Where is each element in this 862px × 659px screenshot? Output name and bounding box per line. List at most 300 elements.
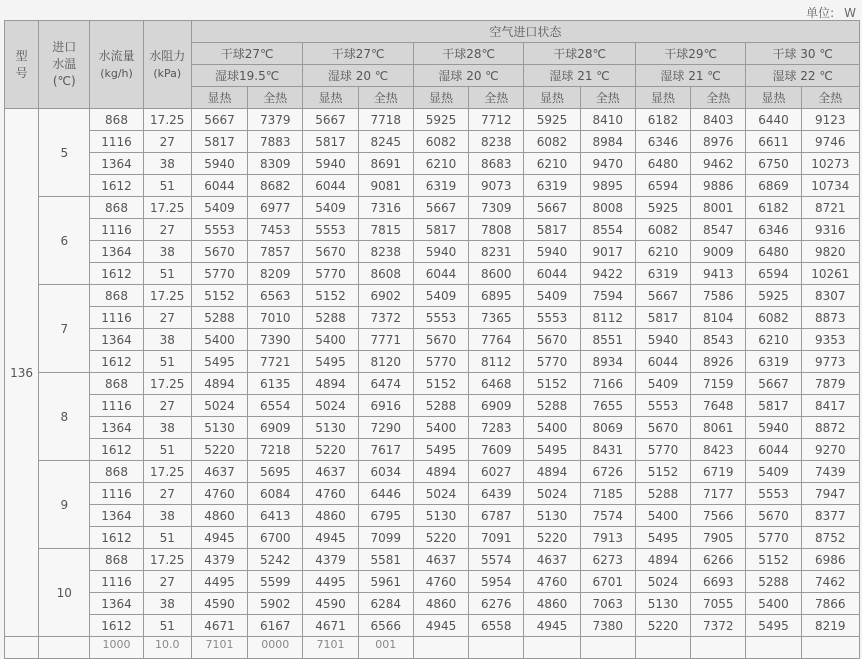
- sensible-heat-cell: 5770: [524, 351, 580, 373]
- total-heat-cell: 9422: [580, 263, 635, 285]
- table-row: [5, 241, 860, 263]
- header-total-heat: 全热: [691, 87, 746, 109]
- total-heat-cell: 8104: [691, 307, 746, 329]
- header-wet-bulb: 湿球 21 ℃: [524, 65, 636, 87]
- sensible-heat-cell: 6044: [191, 175, 247, 197]
- table-row: [5, 395, 860, 417]
- sensible-heat-cell: 5288: [191, 307, 247, 329]
- sensible-heat-cell: 6346: [635, 131, 690, 153]
- sensible-heat-cell: 5670: [413, 329, 468, 351]
- total-heat-cell: 5581: [358, 549, 413, 571]
- total-heat-cell: 9353: [801, 329, 859, 351]
- sensible-heat-cell: 5409: [303, 197, 358, 219]
- sensible-heat-cell: 5152: [746, 549, 801, 571]
- sensible-heat-cell: 4894: [524, 461, 580, 483]
- table-row: [5, 285, 860, 307]
- header-sensible-heat: 显热: [191, 87, 247, 109]
- sensible-heat-cell: 5495: [524, 439, 580, 461]
- total-heat-cell: 7594: [580, 285, 635, 307]
- header-wet-bulb: 湿球19.5℃: [191, 65, 303, 87]
- sensible-heat-cell: 5220: [191, 439, 247, 461]
- sensible-heat-cell: 5130: [413, 505, 468, 527]
- total-heat-cell: 7283: [469, 417, 524, 439]
- table-row: [5, 373, 860, 395]
- total-heat-cell: 6700: [248, 527, 303, 549]
- total-heat-cell: 7365: [469, 307, 524, 329]
- sensible-heat-cell: 4760: [413, 571, 468, 593]
- water-flow-cell: 1364: [90, 593, 143, 615]
- table-row: [5, 439, 860, 461]
- table-row: [5, 571, 860, 593]
- unit-caption: 单位:: [806, 6, 835, 20]
- sensible-heat-cell: 6082: [635, 219, 690, 241]
- sensible-heat-cell: 5670: [635, 417, 690, 439]
- sensible-heat-cell: 5667: [303, 109, 358, 131]
- sensible-heat-cell: 5940: [191, 153, 247, 175]
- sensible-heat-cell: 5925: [746, 285, 801, 307]
- sensible-heat-cell: 6182: [746, 197, 801, 219]
- total-heat-cell: 7566: [691, 505, 746, 527]
- total-heat-cell: 7913: [580, 527, 635, 549]
- total-heat-cell: 9073: [469, 175, 524, 197]
- sensible-heat-cell: [413, 637, 468, 659]
- sensible-heat-cell: 5288: [635, 483, 690, 505]
- sensible-heat-cell: 5925: [413, 109, 468, 131]
- sensible-heat-cell: 5400: [191, 329, 247, 351]
- sensible-heat-cell: 6319: [746, 351, 801, 373]
- water-flow-cell: 868: [90, 109, 143, 131]
- water-resistance-cell: 17.25: [143, 285, 191, 307]
- sensible-heat-cell: 6044: [303, 175, 358, 197]
- water-resistance-cell: 10.0: [143, 637, 191, 659]
- sensible-heat-cell: 5220: [303, 439, 358, 461]
- header-sensible-heat: 显热: [303, 87, 358, 109]
- table-row: [5, 175, 860, 197]
- total-heat-cell: 7574: [580, 505, 635, 527]
- table-row: [5, 329, 860, 351]
- total-heat-cell: 8307: [801, 285, 859, 307]
- sensible-heat-cell: 4860: [413, 593, 468, 615]
- total-heat-cell: 8691: [358, 153, 413, 175]
- total-heat-cell: 9746: [801, 131, 859, 153]
- total-heat-cell: 6566: [358, 615, 413, 637]
- table-row: [5, 527, 860, 549]
- total-heat-cell: 6439: [469, 483, 524, 505]
- total-heat-cell: 6266: [691, 549, 746, 571]
- total-heat-cell: 8410: [580, 109, 635, 131]
- sensible-heat-cell: 5288: [524, 395, 580, 417]
- sensible-heat-cell: 6319: [413, 175, 468, 197]
- sensible-heat-cell: 6210: [524, 153, 580, 175]
- sensible-heat-cell: 5409: [746, 461, 801, 483]
- total-heat-cell: 8926: [691, 351, 746, 373]
- sensible-heat-cell: 6210: [746, 329, 801, 351]
- sensible-heat-cell: 5817: [524, 219, 580, 241]
- sensible-heat-cell: 5553: [635, 395, 690, 417]
- total-heat-cell: 7453: [248, 219, 303, 241]
- water-flow-cell: 1364: [90, 329, 143, 351]
- total-heat-cell: 7316: [358, 197, 413, 219]
- total-heat-cell: 6034: [358, 461, 413, 483]
- sensible-heat-cell: [746, 637, 801, 659]
- sensible-heat-cell: 6210: [635, 241, 690, 263]
- total-heat-cell: 8683: [469, 153, 524, 175]
- table-row: [5, 593, 860, 615]
- sensible-heat-cell: 5409: [635, 373, 690, 395]
- total-heat-cell: 8231: [469, 241, 524, 263]
- unit-value: W: [844, 6, 856, 20]
- sensible-heat-cell: 6044: [746, 439, 801, 461]
- sensible-heat-cell: 5940: [746, 417, 801, 439]
- sensible-heat-cell: 4637: [413, 549, 468, 571]
- water-flow-cell: 1612: [90, 351, 143, 373]
- sensible-heat-cell: 5024: [413, 483, 468, 505]
- water-flow-cell: 1116: [90, 571, 143, 593]
- total-heat-cell: 10273: [801, 153, 859, 175]
- total-heat-cell: 7380: [580, 615, 635, 637]
- sensible-heat-cell: 5667: [191, 109, 247, 131]
- sensible-heat-cell: 6082: [413, 131, 468, 153]
- sensible-heat-cell: 5152: [635, 461, 690, 483]
- water-flow-cell: 868: [90, 197, 143, 219]
- sensible-heat-cell: 4637: [303, 461, 358, 483]
- water-resistance-cell: 27: [143, 571, 191, 593]
- sensible-heat-cell: 5940: [413, 241, 468, 263]
- total-heat-cell: 9470: [580, 153, 635, 175]
- water-flow-cell: 1612: [90, 439, 143, 461]
- total-heat-cell: 6795: [358, 505, 413, 527]
- header-dry-bulb: 干球27℃: [303, 43, 414, 65]
- water-flow-cell: 1116: [90, 131, 143, 153]
- sensible-heat-cell: 5925: [524, 109, 580, 131]
- sensible-heat-cell: 5495: [635, 527, 690, 549]
- total-heat-cell: 8377: [801, 505, 859, 527]
- water-resistance-cell: 51: [143, 527, 191, 549]
- water-resistance-cell: 38: [143, 329, 191, 351]
- water-flow-cell: 868: [90, 549, 143, 571]
- sensible-heat-cell: 6082: [524, 131, 580, 153]
- total-heat-cell: [691, 637, 746, 659]
- total-heat-cell: 8112: [469, 351, 524, 373]
- sensible-heat-cell: 5400: [524, 417, 580, 439]
- water-resistance-cell: 38: [143, 417, 191, 439]
- water-flow-cell: 1116: [90, 483, 143, 505]
- total-heat-cell: 8423: [691, 439, 746, 461]
- sensible-heat-cell: 5667: [413, 197, 468, 219]
- header-dry-bulb: 干球28℃: [413, 43, 524, 65]
- water-resistance-cell: 51: [143, 439, 191, 461]
- total-heat-cell: 6726: [580, 461, 635, 483]
- total-heat-cell: 7390: [248, 329, 303, 351]
- header-model: 型 号: [5, 21, 39, 109]
- sensible-heat-cell: 4860: [524, 593, 580, 615]
- total-heat-cell: 6554: [248, 395, 303, 417]
- total-heat-cell: 7379: [248, 109, 303, 131]
- sensible-heat-cell: 5553: [746, 483, 801, 505]
- sensible-heat-cell: 5495: [746, 615, 801, 637]
- sensible-heat-cell: 4637: [191, 461, 247, 483]
- total-heat-cell: 7010: [248, 307, 303, 329]
- total-heat-cell: 7648: [691, 395, 746, 417]
- sensible-heat-cell: 5288: [413, 395, 468, 417]
- total-heat-cell: 7764: [469, 329, 524, 351]
- total-heat-cell: 001: [358, 637, 413, 659]
- sensible-heat-cell: 4637: [524, 549, 580, 571]
- sensible-heat-cell: 4945: [303, 527, 358, 549]
- water-flow-cell: 1116: [90, 219, 143, 241]
- total-heat-cell: 9123: [801, 109, 859, 131]
- total-heat-cell: 9886: [691, 175, 746, 197]
- sensible-heat-cell: 5152: [413, 373, 468, 395]
- sensible-heat-cell: 4760: [524, 571, 580, 593]
- sensible-heat-cell: 5940: [303, 153, 358, 175]
- sensible-heat-cell: 4495: [191, 571, 247, 593]
- sensible-heat-cell: 6750: [746, 153, 801, 175]
- total-heat-cell: 7721: [248, 351, 303, 373]
- total-heat-cell: 8219: [801, 615, 859, 637]
- total-heat-cell: 8600: [469, 263, 524, 285]
- total-heat-cell: 6902: [358, 285, 413, 307]
- total-heat-cell: 7655: [580, 395, 635, 417]
- water-resistance-cell: 17.25: [143, 373, 191, 395]
- total-heat-cell: 8245: [358, 131, 413, 153]
- sensible-heat-cell: 5670: [746, 505, 801, 527]
- total-heat-cell: 6895: [469, 285, 524, 307]
- total-heat-cell: 7185: [580, 483, 635, 505]
- sensible-heat-cell: 4945: [413, 615, 468, 637]
- total-heat-cell: 5961: [358, 571, 413, 593]
- water-resistance-cell: 51: [143, 615, 191, 637]
- table-row-cut: [5, 637, 860, 659]
- total-heat-cell: 6693: [691, 571, 746, 593]
- total-heat-cell: 6273: [580, 549, 635, 571]
- water-flow-cell: 868: [90, 285, 143, 307]
- total-heat-cell: 8934: [580, 351, 635, 373]
- header-total-heat: 全热: [358, 87, 413, 109]
- sensible-heat-cell: 4894: [635, 549, 690, 571]
- water-flow-cell: 1116: [90, 395, 143, 417]
- sensible-heat-cell: 6594: [746, 263, 801, 285]
- total-heat-cell: 7372: [358, 307, 413, 329]
- header-wet-bulb: 湿球 22 ℃: [746, 65, 860, 87]
- total-heat-cell: 7905: [691, 527, 746, 549]
- water-flow-cell: 1364: [90, 505, 143, 527]
- total-heat-cell: 9316: [801, 219, 859, 241]
- header-sensible-heat: 显热: [746, 87, 801, 109]
- table-row: [5, 263, 860, 285]
- total-heat-cell: 7159: [691, 373, 746, 395]
- total-heat-cell: 7718: [358, 109, 413, 131]
- sensible-heat-cell: 4945: [524, 615, 580, 637]
- sensible-heat-cell: 5130: [524, 505, 580, 527]
- inlet-temp-cell: 5: [39, 109, 90, 197]
- total-heat-cell: 6719: [691, 461, 746, 483]
- total-heat-cell: 8120: [358, 351, 413, 373]
- water-flow-cell: 1612: [90, 615, 143, 637]
- sensible-heat-cell: 4894: [413, 461, 468, 483]
- sensible-heat-cell: 5770: [746, 527, 801, 549]
- total-heat-cell: 6413: [248, 505, 303, 527]
- total-heat-cell: 7815: [358, 219, 413, 241]
- water-resistance-cell: 51: [143, 175, 191, 197]
- sensible-heat-cell: 5495: [303, 351, 358, 373]
- total-heat-cell: 9413: [691, 263, 746, 285]
- total-heat-cell: 8309: [248, 153, 303, 175]
- sensible-heat-cell: 6082: [746, 307, 801, 329]
- sensible-heat-cell: 5220: [635, 615, 690, 637]
- sensible-heat-cell: 5670: [191, 241, 247, 263]
- sensible-heat-cell: 4860: [191, 505, 247, 527]
- sensible-heat-cell: 5288: [746, 571, 801, 593]
- total-heat-cell: 8431: [580, 439, 635, 461]
- total-heat-cell: 8238: [469, 131, 524, 153]
- sensible-heat-cell: 5667: [524, 197, 580, 219]
- water-resistance-cell: 51: [143, 351, 191, 373]
- total-heat-cell: 7609: [469, 439, 524, 461]
- total-heat-cell: 9009: [691, 241, 746, 263]
- total-heat-cell: 9773: [801, 351, 859, 373]
- total-heat-cell: 6909: [248, 417, 303, 439]
- table-row: [5, 109, 860, 131]
- sensible-heat-cell: 4590: [191, 593, 247, 615]
- water-flow-cell: 868: [90, 461, 143, 483]
- total-heat-cell: 8984: [580, 131, 635, 153]
- total-heat-cell: 6474: [358, 373, 413, 395]
- sensible-heat-cell: 5553: [191, 219, 247, 241]
- total-heat-cell: 8682: [248, 175, 303, 197]
- water-resistance-cell: 27: [143, 307, 191, 329]
- header-total-heat: 全热: [580, 87, 635, 109]
- total-heat-cell: [469, 637, 524, 659]
- table-row: [5, 307, 860, 329]
- header-sensible-heat: 显热: [524, 87, 580, 109]
- total-heat-cell: 5242: [248, 549, 303, 571]
- water-resistance-cell: 27: [143, 483, 191, 505]
- total-heat-cell: 9820: [801, 241, 859, 263]
- total-heat-cell: 7883: [248, 131, 303, 153]
- total-heat-cell: 7372: [691, 615, 746, 637]
- total-heat-cell: 6135: [248, 373, 303, 395]
- total-heat-cell: 8417: [801, 395, 859, 417]
- total-heat-cell: 8209: [248, 263, 303, 285]
- sensible-heat-cell: 4379: [191, 549, 247, 571]
- sensible-heat-cell: 6319: [635, 263, 690, 285]
- sensible-heat-cell: 5770: [413, 351, 468, 373]
- header-dry-bulb: 干球 30 ℃: [746, 43, 860, 65]
- total-heat-cell: 8001: [691, 197, 746, 219]
- sensible-heat-cell: 5553: [413, 307, 468, 329]
- sensible-heat-cell: 5220: [524, 527, 580, 549]
- total-heat-cell: 7177: [691, 483, 746, 505]
- sensible-heat-cell: 4590: [303, 593, 358, 615]
- sensible-heat-cell: 5152: [303, 285, 358, 307]
- sensible-heat-cell: 5553: [524, 307, 580, 329]
- sensible-heat-cell: 5667: [635, 285, 690, 307]
- sensible-heat-cell: [524, 637, 580, 659]
- water-flow-cell: 1116: [90, 307, 143, 329]
- sensible-heat-cell: 5130: [635, 593, 690, 615]
- total-heat-cell: 7055: [691, 593, 746, 615]
- total-heat-cell: 7218: [248, 439, 303, 461]
- total-heat-cell: 8554: [580, 219, 635, 241]
- total-heat-cell: 8721: [801, 197, 859, 219]
- sensible-heat-cell: 5152: [524, 373, 580, 395]
- water-resistance-cell: 17.25: [143, 549, 191, 571]
- sensible-heat-cell: 5670: [303, 241, 358, 263]
- model-cell: 136: [5, 109, 39, 637]
- total-heat-cell: 7462: [801, 571, 859, 593]
- total-heat-cell: 7309: [469, 197, 524, 219]
- sensible-heat-cell: 4671: [191, 615, 247, 637]
- total-heat-cell: 10734: [801, 175, 859, 197]
- table-row: [5, 153, 860, 175]
- table-row: [5, 417, 860, 439]
- inlet-temp-cell: 9: [39, 461, 90, 549]
- header-inlet-temp: 进口 水温 (℃): [39, 21, 90, 109]
- header-water-flow: 水流量 (kg/h): [90, 21, 143, 109]
- header-dry-bulb: 干球28℃: [524, 43, 636, 65]
- sensible-heat-cell: 5817: [191, 131, 247, 153]
- inlet-temp-cell: 6: [39, 197, 90, 285]
- water-flow-cell: 1612: [90, 175, 143, 197]
- water-resistance-cell: 38: [143, 593, 191, 615]
- sensible-heat-cell: 5817: [635, 307, 690, 329]
- header-total-heat: 全热: [248, 87, 303, 109]
- header-air-state: 空气进口状态: [191, 21, 859, 43]
- total-heat-cell: 7771: [358, 329, 413, 351]
- water-flow-cell: 1612: [90, 263, 143, 285]
- total-heat-cell: 7617: [358, 439, 413, 461]
- total-heat-cell: 6563: [248, 285, 303, 307]
- sensible-heat-cell: 6480: [635, 153, 690, 175]
- sensible-heat-cell: 6594: [635, 175, 690, 197]
- sensible-heat-cell: 5495: [191, 351, 247, 373]
- total-heat-cell: 7866: [801, 593, 859, 615]
- inlet-temp-cell: 8: [39, 373, 90, 461]
- total-heat-cell: 8872: [801, 417, 859, 439]
- sensible-heat-cell: 6611: [746, 131, 801, 153]
- water-flow-cell: 1612: [90, 527, 143, 549]
- total-heat-cell: 5574: [469, 549, 524, 571]
- sensible-heat-cell: 5409: [413, 285, 468, 307]
- sensible-heat-cell: 5024: [635, 571, 690, 593]
- water-flow-cell: 1000: [90, 637, 143, 659]
- sensible-heat-cell: 4945: [191, 527, 247, 549]
- total-heat-cell: 6027: [469, 461, 524, 483]
- sensible-heat-cell: 6869: [746, 175, 801, 197]
- total-heat-cell: 10261: [801, 263, 859, 285]
- total-heat-cell: 6276: [469, 593, 524, 615]
- sensible-heat-cell: 4860: [303, 505, 358, 527]
- sensible-heat-cell: 5553: [303, 219, 358, 241]
- table-row: [5, 615, 860, 637]
- total-heat-cell: 6468: [469, 373, 524, 395]
- inlet-temp-cell: 7: [39, 285, 90, 373]
- total-heat-cell: 8403: [691, 109, 746, 131]
- sensible-heat-cell: 5409: [524, 285, 580, 307]
- water-resistance-cell: 27: [143, 131, 191, 153]
- table-row: [5, 549, 860, 571]
- empty-cell: [5, 637, 39, 659]
- table-row: [5, 197, 860, 219]
- water-resistance-cell: 38: [143, 505, 191, 527]
- sensible-heat-cell: 5817: [746, 395, 801, 417]
- header-dry-bulb: 干球27℃: [191, 43, 303, 65]
- header-wet-bulb: 湿球 21 ℃: [635, 65, 746, 87]
- sensible-heat-cell: 5925: [635, 197, 690, 219]
- total-heat-cell: 7808: [469, 219, 524, 241]
- sensible-heat-cell: 4894: [191, 373, 247, 395]
